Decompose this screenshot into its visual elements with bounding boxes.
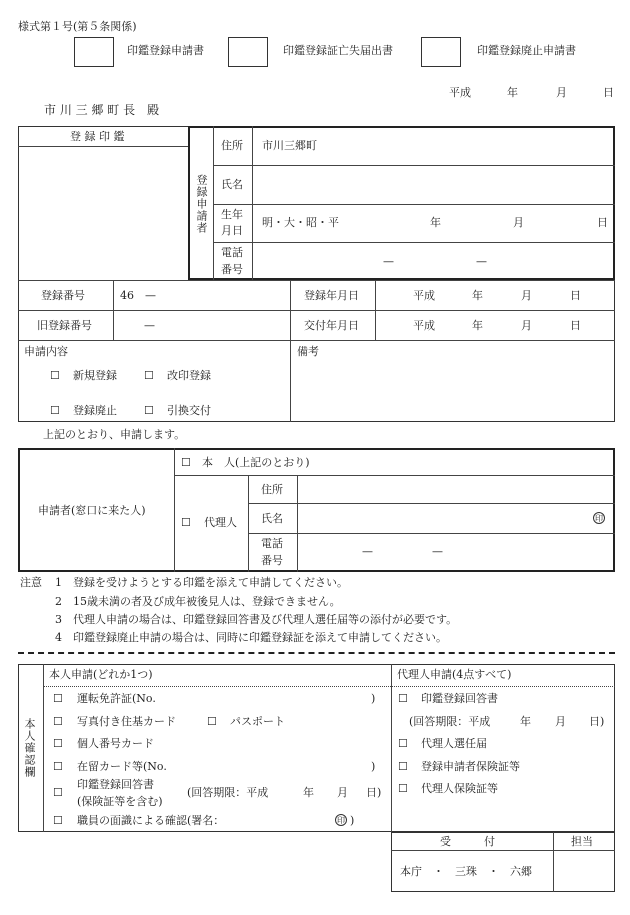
checkbox-interview[interactable]: ☐ — [53, 814, 63, 827]
remarks-label: 備考 — [297, 345, 319, 358]
checkbox-abolish[interactable]: ☐ — [50, 404, 60, 417]
checkbox-change[interactable]: ☐ — [144, 369, 154, 382]
reception-title: 受 付 — [440, 835, 495, 848]
notes-title: 注意 — [20, 576, 42, 589]
checkbox-appointment[interactable]: ☐ — [398, 737, 408, 750]
passport-label: パスポート — [230, 715, 285, 728]
divider — [248, 503, 615, 504]
agent-apply-title: 代理人申請(4点すべて) — [397, 668, 512, 681]
divider — [252, 126, 253, 280]
phone-label-2: 番号 — [221, 263, 243, 276]
divider — [213, 204, 615, 205]
divider — [553, 832, 554, 892]
reply-deadline: (回答期限：平成 — [187, 786, 269, 799]
photo-card-label: 写真付き住基カード — [77, 715, 176, 728]
window-applicant-label: 申請者(窓口に来た人) — [38, 504, 146, 517]
option-change: 改印登録 — [167, 369, 211, 382]
agent-deadline-year: 年 — [520, 715, 531, 728]
agent-checkbox[interactable]: ☐ — [181, 516, 191, 529]
agent-phone-label-2: 番号 — [261, 554, 283, 567]
reg-date-month: 月 — [521, 289, 532, 302]
agent-name-label: 氏名 — [261, 512, 283, 525]
reg-no-label: 登録番号 — [41, 289, 85, 302]
checkbox-reply[interactable]: ☐ — [53, 786, 63, 799]
checkbox-passport[interactable]: ☐ — [207, 715, 217, 728]
agent-address-label: 住所 — [261, 483, 283, 496]
checkbox-residence[interactable]: ☐ — [53, 760, 63, 773]
issue-date-era: 平成 — [413, 319, 435, 332]
declaration: 上記のとおり、申請します。 — [43, 428, 186, 441]
note-text: 15歳未満の者及び成年被後見人は、登録できません。 — [73, 595, 341, 608]
self-apply-title: 本人申請(どれか1つ) — [49, 668, 153, 681]
reg-date-era: 平成 — [413, 289, 435, 302]
birth-month: 月 — [513, 216, 524, 229]
reply-year: 年 — [303, 786, 314, 799]
interview-close: ) — [350, 814, 355, 827]
divider — [18, 146, 189, 147]
date-year: 年 — [507, 86, 518, 99]
agent-phone-dash-1: — — [362, 545, 373, 558]
divider — [113, 280, 114, 340]
divider — [213, 126, 214, 280]
form-number: 様式第１号(第５条関係) — [18, 20, 137, 33]
checkbox-exchange[interactable]: ☐ — [144, 404, 154, 417]
applicant-title: 登録申請者 — [195, 174, 208, 234]
note-text: 代理人申請の場合は、印鑑登録回答書及び代理人選任届等の添付が必要です。 — [73, 613, 458, 626]
self-label: 本 人(上記のとおり) — [202, 456, 310, 469]
reply-month: 月 — [337, 786, 348, 799]
issue-date-year: 年 — [472, 319, 483, 332]
note-text: 登録を受けようとする印鑑を添えて申請してください。 — [73, 576, 348, 589]
option-exchange: 引換交付 — [167, 404, 211, 417]
doc-type-checkbox-2[interactable] — [228, 37, 268, 67]
divider — [297, 475, 298, 572]
agent-deadline-day: 日) — [589, 715, 605, 728]
checkbox-license[interactable]: ☐ — [53, 692, 63, 705]
birth-day: 日 — [597, 216, 608, 229]
divider — [375, 280, 376, 340]
reg-date-year: 年 — [472, 289, 483, 302]
checkbox-agent-reply[interactable]: ☐ — [398, 692, 408, 705]
birth-label-2: 月日 — [221, 224, 243, 237]
note-number: 2 — [55, 595, 62, 608]
agent-reply-label: 印鑑登録回答書 — [421, 692, 498, 705]
license-label: 運転免許証(No. — [77, 692, 156, 705]
old-no-label: 旧登録番号 — [37, 319, 92, 332]
note-number: 3 — [55, 613, 62, 626]
reply-label-2: (保険証等を含む) — [77, 795, 163, 808]
option-abolish: 登録廃止 — [73, 404, 117, 417]
insurance-applicant-label: 登録申請者保険証等 — [421, 760, 520, 773]
issue-date-label: 交付年月日 — [304, 319, 359, 332]
divider — [18, 310, 615, 311]
residence-label: 在留カード等(No. — [77, 760, 167, 773]
seal-title: 登 録 印 鑑 — [70, 130, 125, 143]
doc-type-label-3: 印鑑登録廃止申請書 — [477, 44, 576, 57]
birth-year: 年 — [430, 216, 441, 229]
self-checkbox[interactable]: ☐ — [181, 456, 191, 469]
divider — [18, 280, 615, 281]
doc-type-label-1: 印鑑登録申請書 — [127, 44, 204, 57]
doc-type-label-2: 印鑑登録証亡失届出書 — [283, 44, 393, 57]
reg-date-day: 日 — [570, 289, 581, 302]
reg-date-label: 登録年月日 — [304, 289, 359, 302]
divider — [248, 533, 615, 534]
divider — [213, 165, 615, 166]
insurance-agent-label: 代理人保険証等 — [421, 782, 498, 795]
divider — [391, 664, 392, 832]
checkbox-insurance-applicant[interactable]: ☐ — [398, 760, 408, 773]
checkbox-mynumber[interactable]: ☐ — [53, 737, 63, 750]
interview-label: 職員の面識による確認(署名： — [77, 814, 225, 827]
agent-phone-label-1: 電話 — [261, 537, 283, 550]
address-value[interactable]: 市川三郷町 — [262, 139, 317, 152]
phone-dash-1: — — [383, 255, 394, 268]
content-label: 申請内容 — [24, 345, 68, 358]
old-no-value[interactable]: — — [144, 319, 155, 332]
issue-date-month: 月 — [521, 319, 532, 332]
reply-day: 日) — [366, 786, 382, 799]
divider — [391, 850, 615, 851]
divider — [43, 686, 615, 687]
date-day: 日 — [603, 86, 614, 99]
cut-line — [18, 652, 615, 654]
note-number: 1 — [55, 576, 62, 589]
issue-date-day: 日 — [570, 319, 581, 332]
agent-label: 代理人 — [204, 516, 237, 529]
name-label: 氏名 — [221, 178, 243, 191]
doc-type-checkbox-3[interactable] — [421, 37, 461, 67]
divider — [174, 475, 615, 476]
addressee: 市 川 三 郷 町 長 殿 — [44, 103, 160, 117]
offices-label[interactable]: 本庁 ・ 三珠 ・ 六郷 — [400, 865, 532, 878]
birth-eras[interactable]: 明・大・昭・平 — [262, 216, 339, 229]
date-era: 平成 — [449, 86, 471, 99]
staff-title: 担当 — [571, 835, 593, 848]
divider — [213, 242, 615, 243]
agent-deadline-month: 月 — [555, 715, 566, 728]
mynumber-label: 個人番号カード — [77, 737, 154, 750]
option-new: 新規登録 — [73, 369, 117, 382]
birth-label-1: 生年 — [221, 208, 243, 221]
residence-close: ) — [371, 760, 376, 773]
license-close: ) — [371, 692, 376, 705]
divider — [248, 475, 249, 572]
confirmation-side-label: 本人確認欄 — [23, 718, 36, 778]
interview-seal: 印 — [337, 815, 345, 825]
agent-deadline: (回答期限：平成 — [409, 715, 491, 728]
note-text: 印鑑登録廃止申請の場合は、同時に印鑑登録証を添えて申請してください。 — [73, 631, 447, 644]
phone-label-1: 電話 — [221, 246, 243, 259]
reply-label-1: 印鑑登録回答書 — [77, 778, 154, 791]
doc-type-checkbox-1[interactable] — [74, 37, 114, 67]
seal-mark: 印 — [595, 513, 603, 523]
appointment-label: 代理人選任届 — [421, 737, 487, 750]
divider — [43, 664, 44, 832]
phone-dash-2: — — [476, 255, 487, 268]
divider — [18, 340, 615, 341]
agent-phone-dash-2: — — [432, 545, 443, 558]
reg-no-value[interactable]: 46 — — [120, 289, 156, 302]
address-label: 住所 — [221, 139, 243, 152]
checkbox-insurance-agent[interactable]: ☐ — [398, 782, 408, 795]
date-month: 月 — [556, 86, 567, 99]
note-number: 4 — [55, 631, 62, 644]
divider — [174, 448, 175, 572]
checkbox-new[interactable]: ☐ — [50, 369, 60, 382]
checkbox-photo-card[interactable]: ☐ — [53, 715, 63, 728]
divider — [290, 280, 291, 422]
